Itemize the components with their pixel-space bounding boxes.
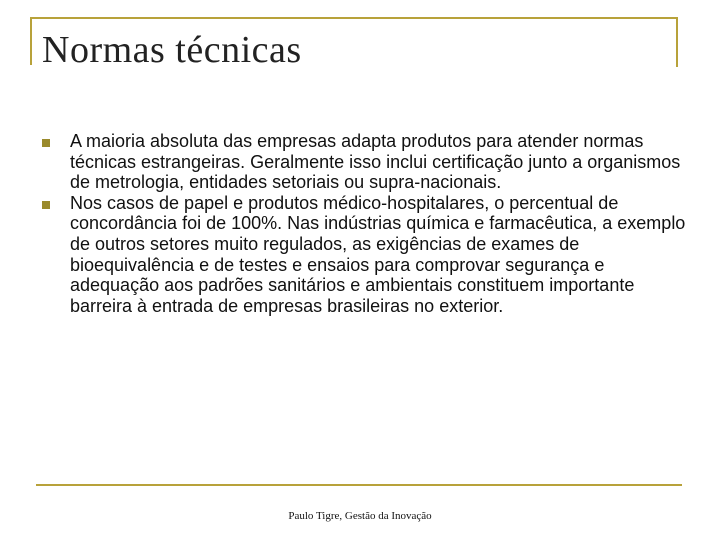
title-frame-left-line <box>30 17 32 65</box>
bullet-item <box>40 131 690 193</box>
bullet-text: A maioria absoluta das empresas adapta produtos para atender normas técnicas estrangeiras. Geralmente isso inclui certificação junto a organismos de metrologia, entidades setoriais ou supra-nacionais. <box>70 131 681 193</box>
bullet-item <box>40 193 690 317</box>
title-frame-right-line <box>676 17 678 67</box>
footer-credit: Paulo Tigre, Gestão da Inovação <box>288 510 432 522</box>
slide-title: Normas técnicas <box>42 29 302 71</box>
bullet-list <box>40 131 690 316</box>
bullet-text: Nos casos de papel e produtos médico-hospitalares, o percentual de concordância foi de 100%. Nas indústrias química e farmacêutica, a exemplo de outros setores muito regulados, as exigências de exames de bioequivalência e de testes e ensaios para comprovar segurança e adequação aos padrões sanitários e ambientais constituem importante barreira à entrada de empresas brasileiras no exterior. <box>70 192 686 316</box>
square-bullet-icon <box>42 201 50 209</box>
footer-divider <box>36 484 682 486</box>
square-bullet-icon <box>42 139 50 147</box>
title-frame-top-line <box>30 17 678 19</box>
